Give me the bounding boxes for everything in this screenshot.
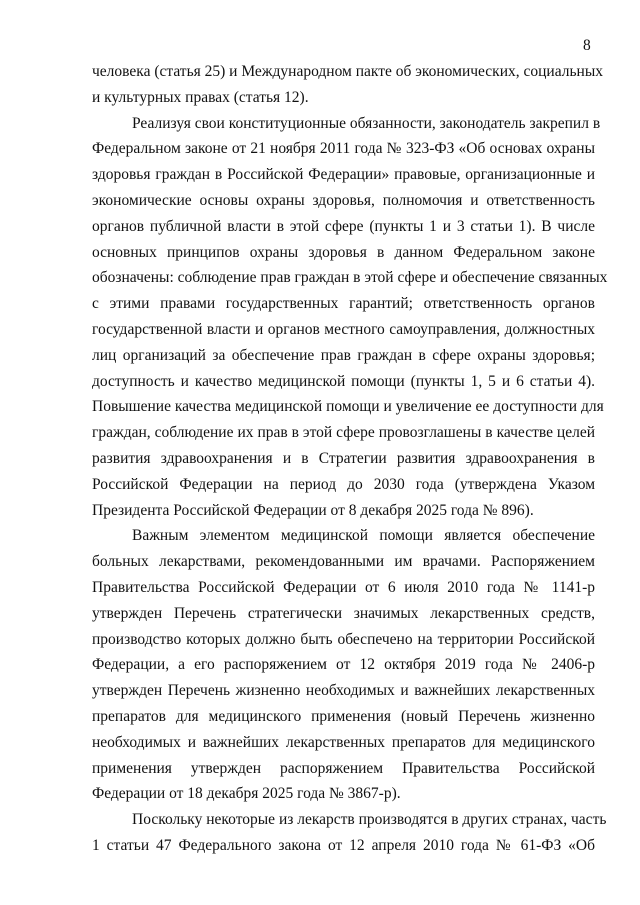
text-line: Важным элементом медицинской помощи является обеспечение <box>132 527 595 545</box>
text-line: препаратов для медицинского применения (новый Перечень жизненно <box>92 707 595 725</box>
text-line: применения утвержден распоряжением Правительства Российской <box>92 759 595 777</box>
text-line: Реализуя свои конституционные обязанности, законодатель закрепил в <box>132 114 601 132</box>
text-line: основных принципов охраны здоровья в данном Федеральном законе <box>92 243 595 261</box>
text-line: человека (статья 25) и Международном пакте об экономических, социальных <box>92 63 604 80</box>
text-line: с этими правами государственных гарантий; ответственность органов <box>92 295 595 313</box>
text-line: Российской Федерации на период до 2030 года (утверждена Указом <box>92 475 595 493</box>
text-line: обозначены: соблюдение прав граждан в этой сфере и обеспечение связанных <box>92 269 608 287</box>
text-line: необходимых и важнейших лекарственных препаратов для медицинского <box>92 733 595 751</box>
text-line: больных лекарствами, рекомендованными им врачами. Распоряжением <box>92 553 595 571</box>
document-body <box>92 59 608 859</box>
text-line: утвержден Перечень жизненно необходимых и важнейших лекарственных <box>92 682 595 700</box>
text-line: Поскольку некоторые из лекарств производятся в других странах, часть <box>132 811 607 829</box>
text-line: Федерации, а его распоряжением от 12 октября 2019 года № 2406-р <box>92 656 595 674</box>
text-line: доступность и качество медицинской помощи (пункты 1, 5 и 6 статьи 4). <box>92 372 595 390</box>
text-line: Президента Российской Федерации от 8 декабря 2025 года № 896). <box>92 501 534 519</box>
text-line: экономические основы охраны здоровья, полномочия и ответственность <box>92 191 595 209</box>
text-line: и культурных правах (статья 12). <box>92 88 309 106</box>
text-line: 1 статьи 47 Федерального закона от 12 апреля 2010 года № 61-ФЗ «Об <box>92 836 595 854</box>
text-line: Федерации от 18 декабря 2025 года № 3867-р). <box>92 785 401 803</box>
text-line: Повышение качества медицинской помощи и увеличение ее доступности для <box>92 398 604 416</box>
text-line: утвержден Перечень стратегически значимых лекарственных средств, <box>92 604 595 622</box>
text-line: развития здравоохранения и в Стратегии развития здравоохранения в <box>92 449 595 467</box>
text-line: органов публичной власти в этой сфере (пункты 1 и 3 статьи 1). В числе <box>92 217 595 235</box>
text-line: Федеральном законе от 21 ноября 2011 года № 323-ФЗ «Об основах охраны <box>92 140 595 158</box>
text-line: производство которых должно быть обеспечено на территории Российской <box>92 630 595 648</box>
text-line: граждан, соблюдение их прав в этой сфере провозглашены в качестве целей <box>92 424 595 442</box>
text-line: государственной власти и органов местного самоуправления, должностных <box>92 320 595 338</box>
page-number: 8 <box>583 37 591 54</box>
text-line: здоровья граждан в Российской Федерации» правовые, организационные и <box>92 166 595 184</box>
text-line: Правительства Российской Федерации от 6 июля 2010 года № 1141-р <box>92 578 595 596</box>
text-line: лиц организаций за обеспечение прав граждан в сфере охраны здоровья; <box>92 346 595 364</box>
